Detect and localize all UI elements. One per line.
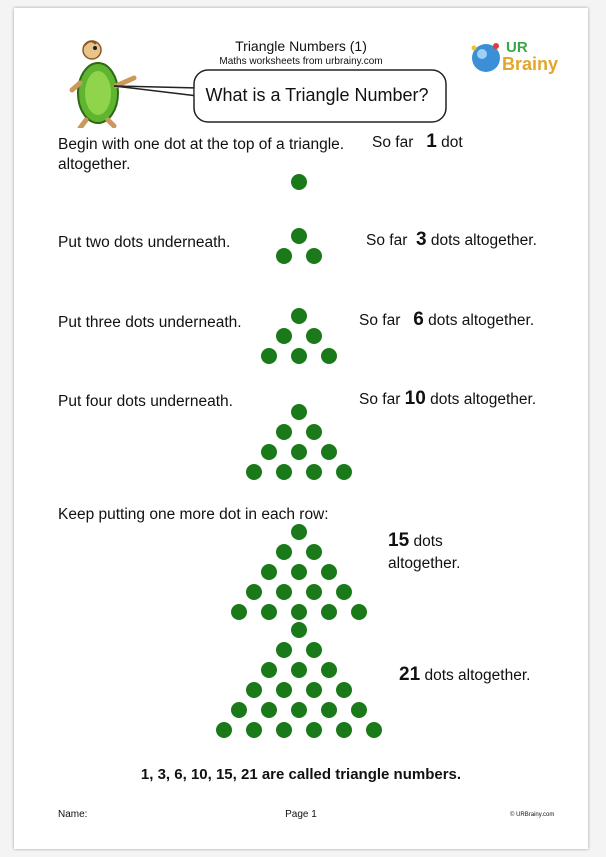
dot	[276, 248, 292, 264]
svg-text:Brainy: Brainy	[502, 54, 559, 74]
step-1-text-cont: altogether.	[58, 156, 131, 173]
dot-triangle-6	[254, 306, 344, 374]
dot	[306, 722, 322, 738]
urbrainy-logo	[466, 36, 572, 78]
dot	[306, 682, 322, 698]
dot	[291, 308, 307, 324]
dot	[261, 604, 277, 620]
dot	[261, 702, 277, 718]
dot	[321, 564, 337, 580]
page-title: Triangle Numbers (1)	[235, 38, 367, 54]
dot	[321, 604, 337, 620]
step-4-count-line: So far 10 dots altogether.	[359, 388, 537, 409]
dot	[231, 702, 247, 718]
step-3-count-line: So far 6 dots altogether.	[359, 309, 535, 330]
speech-bubble-text: What is a Triangle Number?	[205, 85, 429, 105]
dot	[276, 424, 292, 440]
dot	[276, 642, 292, 658]
dot	[276, 682, 292, 698]
dot	[366, 722, 382, 738]
dot	[306, 464, 322, 480]
dot	[261, 348, 277, 364]
dot	[321, 444, 337, 460]
dot	[246, 722, 262, 738]
page-subtitle: Maths worksheets from urbrainy.com	[219, 56, 383, 67]
name-label: Name:	[58, 809, 88, 820]
dot	[321, 702, 337, 718]
dot	[336, 722, 352, 738]
dot	[336, 464, 352, 480]
dot	[291, 174, 307, 190]
step-2-count-line: So far 3 dots altogether.	[366, 229, 537, 250]
dot	[306, 248, 322, 264]
dot	[276, 544, 292, 560]
brain-logo-icon	[466, 36, 572, 78]
dot	[306, 584, 322, 600]
step-6-count-line: 21 dots altogether.	[399, 664, 531, 685]
dot	[351, 702, 367, 718]
dot-triangle-3	[269, 226, 329, 280]
dot-triangle-15	[224, 522, 374, 634]
step-1-count-line: So far 1 dot	[372, 131, 463, 152]
dot	[291, 404, 307, 420]
dot	[291, 444, 307, 460]
dot	[291, 604, 307, 620]
dot	[336, 682, 352, 698]
dot	[276, 328, 292, 344]
svg-text:UR: UR	[506, 39, 528, 56]
dot	[291, 348, 307, 364]
dot	[336, 584, 352, 600]
step-5-text: Keep putting one more dot in each row:	[58, 506, 329, 523]
dot-triangle-1	[284, 172, 314, 202]
dot-triangle-10	[239, 402, 359, 494]
dot	[291, 524, 307, 540]
step-1-text: Begin with one dot at the top of a triangle.	[58, 136, 345, 153]
dot	[321, 348, 337, 364]
dot	[276, 584, 292, 600]
dot	[321, 662, 337, 678]
step-4-text: Put four dots underneath.	[58, 393, 233, 410]
dot	[351, 604, 367, 620]
step-3-text: Put three dots underneath.	[58, 314, 242, 331]
dot	[291, 702, 307, 718]
dot	[261, 564, 277, 580]
dot	[291, 622, 307, 638]
step-5-count-line: 15 dots	[388, 530, 443, 551]
dot	[216, 722, 232, 738]
dot	[246, 682, 262, 698]
dot	[306, 328, 322, 344]
dot	[276, 464, 292, 480]
conclusion-text: 1, 3, 6, 10, 15, 21 are called triangle numbers.	[140, 766, 462, 783]
dot	[306, 544, 322, 560]
dot	[246, 584, 262, 600]
step-2-text: Put two dots underneath.	[58, 234, 231, 251]
dot	[246, 464, 262, 480]
dot-triangle-21	[209, 620, 389, 752]
worksheet-page	[14, 8, 588, 849]
dot	[291, 564, 307, 580]
dot	[276, 722, 292, 738]
dot	[306, 424, 322, 440]
dot	[261, 444, 277, 460]
step-5-count-cont: altogether.	[388, 555, 461, 572]
copyright-text: © URBrainy.com	[510, 812, 555, 818]
dot	[261, 662, 277, 678]
dot	[291, 662, 307, 678]
dot	[291, 228, 307, 244]
dot	[231, 604, 247, 620]
page-number: Page 1	[285, 809, 317, 820]
dot	[306, 642, 322, 658]
